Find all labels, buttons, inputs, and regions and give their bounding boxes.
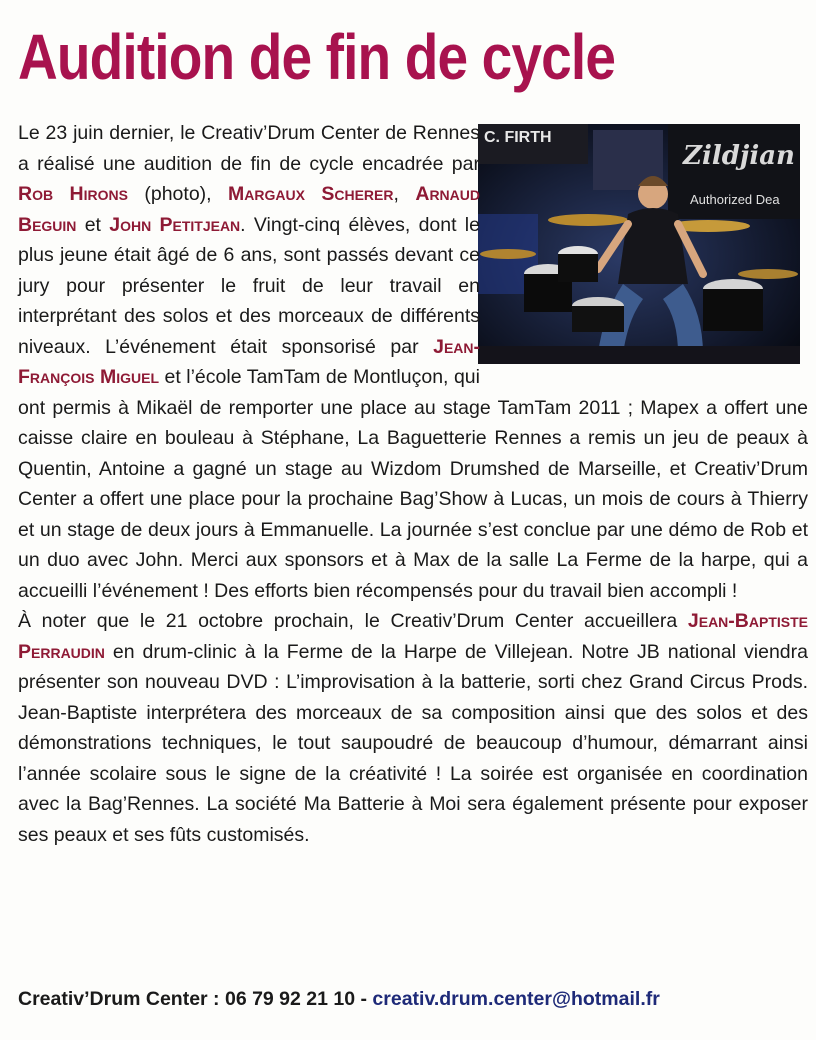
contact-line (18, 988, 808, 1011)
article-body (18, 118, 808, 850)
contact-email-link[interactable]: creativ.drum.center@hotmail.fr (372, 988, 660, 1010)
text-run: et l’école TamTam de Montluçon, qui ont permis à Mikaël de remporter une place au stage TamTam 2011 ; Mapex a offert une caisse claire en bouleau à Stéphane, La Baguetterie Rennes a remis un jeu de peaux à Quentin, Antoine a gagné un stage au Wizdom Drumshed de Marseille, et Creativ’Drum Center a offert une place pour la prochaine Bag’Show à Lucas, un mois de cours à Thierry et un stage de deux jours à Emmanuelle. La journée s’est conclue par une démo de Rob et un duo avec John. Merci aux sponsors et à Max de la salle La Ferme de la harpe, qui a accueilli l’événement ! Des efforts bien récompensés pour du travail bien accompli ! (18, 366, 808, 602)
zildjian-logo-text: Zildjian (683, 141, 795, 171)
text-run: . Vingt-cinq élèves, dont le plus jeune était âgé de 6 ans, sont passés devant ce jury pour présenter le fruit de leur travail en interprétant des solos et des morceaux de différents niveaux. L’événement était sponsorisé par (18, 213, 480, 358)
person-name: Arnaud Beguin (18, 183, 480, 236)
person-name: Jean-Baptiste Perraudin (18, 610, 808, 663)
article-title: Audition de fin de cycle (18, 21, 616, 93)
photo-spacer (480, 118, 808, 370)
text-run: en drum-clinic à la Ferme de la Harpe de Villejean. Notre JB national viendra présenter son nouveau DVD : L’improvisation à la batterie, sorti chez Grand Circus Prods. Jean-Baptiste interprétera des morceaux de sa composition ainsi que des solos et des démonstrations techniques, le tout saupoudré de beaucoup d’humour, démarrant ainsi l’année scolaire sous le signe de la créativité ! La soirée est organisée en coordination avec la Bag’Rennes. La société Ma Batterie à Moi sera également présente pour exposer ses peaux et ses fûts customisés. (18, 640, 808, 846)
text-run: et (76, 213, 110, 236)
person-name: John Petitjean (109, 213, 241, 236)
paragraph-2 (18, 606, 808, 850)
person-name: Rob Hirons (18, 183, 128, 205)
text-run: (photo), (127, 183, 229, 205)
text-run: , (393, 183, 416, 205)
text-run: Le 23 juin dernier, le Creativ’Drum Center de Rennes a réalisé une audition de fin de cycle encadrée par (18, 122, 480, 175)
person-name: Margaux Scherer (228, 183, 394, 205)
contact-label: Creativ’Drum Center : 06 79 92 21 10 - (18, 988, 373, 1010)
text-run: À noter que le 21 octobre prochain, le Creativ’Drum Center accueillera (18, 610, 688, 632)
authorized-text: Authorized Dea (690, 192, 780, 207)
person-name: Jean-François Miguel (18, 335, 480, 388)
banner-text: C. FIRTH (484, 129, 552, 146)
